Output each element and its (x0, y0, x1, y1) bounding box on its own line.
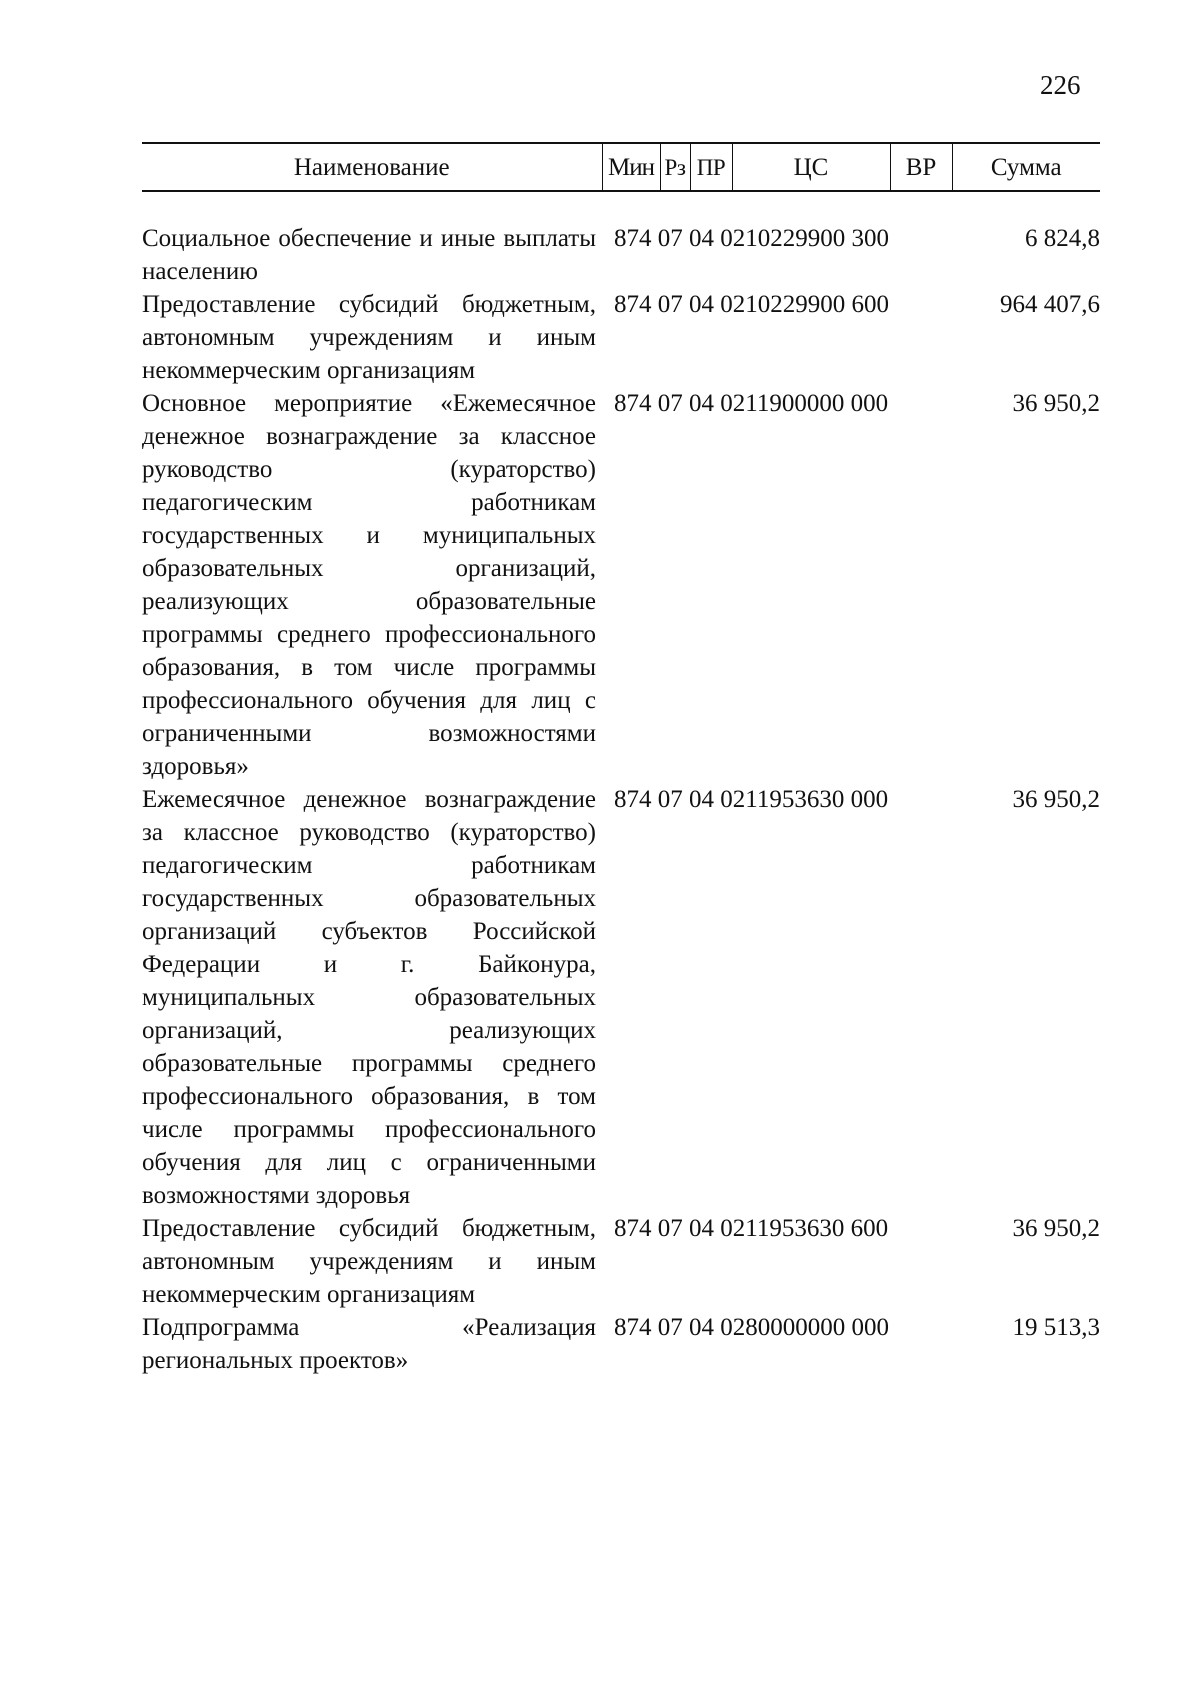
row-sum: 36 950,2 (1012, 1215, 1100, 1242)
row-vr: 000 (850, 786, 889, 813)
row-name: Ежемесячное денежное вознаграждение за классное руководство (кураторство) педагогическим работникам государственных образовательных организаций субъектов Российской Федерации и г. Байконура, муниципальных образовательных организаций, реализующих образовательные программы среднего профессионального образования, в том числе программы профессионального обучения для лиц с ограниченными возможностями здоровья (142, 786, 596, 1209)
row-sum: 19 513,3 (1012, 1314, 1100, 1341)
row-name: Подпрограмма «Реализация региональных проектов» (142, 1314, 596, 1374)
table-row (142, 783, 1100, 1212)
row-pr: 04 (689, 390, 714, 417)
row-name: Основное мероприятие «Ежемесячное денежное вознаграждение за классное руководство (кураторство) педагогическим работникам государственных и муниципальных образовательных организаций, реализующих образовательные программы среднего профессионального образования, в том числе программы профессионального обучения для лиц с ограниченными возможностями здоровья» (142, 390, 596, 780)
row-rz: 07 (657, 786, 683, 813)
row-rz: 07 (657, 225, 683, 252)
row-codes (602, 1311, 1100, 1377)
table-row (142, 387, 1100, 783)
row-rz: 07 (657, 291, 683, 318)
row-min: 874 (614, 786, 652, 813)
row-vr: 600 (850, 1215, 889, 1242)
budget-table (142, 142, 1100, 1377)
table-row (142, 1212, 1100, 1311)
row-rz: 07 (657, 390, 683, 417)
row-codes (602, 288, 1100, 387)
row-cs: 0211953630 (720, 786, 845, 813)
row-sum: 6 824,8 (1025, 225, 1100, 252)
row-min: 874 (614, 1314, 652, 1341)
row-min: 874 (614, 390, 652, 417)
row-codes (602, 387, 1100, 783)
header-cs: ЦС (732, 143, 890, 191)
table-row (142, 1311, 1100, 1377)
row-min: 874 (614, 225, 652, 252)
row-rz: 07 (657, 1314, 683, 1341)
table-row (142, 288, 1100, 387)
row-vr: 000 (851, 1314, 889, 1341)
row-name: Социальное обеспечение и иные выплаты населению (142, 225, 596, 285)
row-pr: 04 (689, 225, 714, 252)
row-min: 874 (614, 1215, 652, 1242)
row-name: Предоставление субсидий бюджетным, автономным учреждениям и иным некоммерческим организациям (142, 1215, 596, 1308)
row-min: 874 (614, 291, 652, 318)
row-pr: 04 (689, 786, 714, 813)
header-pr: ПР (690, 143, 732, 191)
table-header-row (142, 143, 1100, 191)
row-sum: 964 407,6 (1000, 291, 1100, 318)
row-name: Предоставление субсидий бюджетным, автономным учреждениям и иным некоммерческим организациям (142, 291, 596, 384)
header-name: Наименование (142, 143, 602, 191)
row-vr: 000 (850, 390, 889, 417)
row-sum: 36 950,2 (1012, 390, 1100, 417)
row-cs: 0210229900 (720, 225, 846, 252)
row-vr: 600 (851, 291, 889, 318)
row-cs: 0280000000 (720, 1314, 846, 1341)
row-rz: 07 (657, 1215, 683, 1242)
row-codes (602, 783, 1100, 1212)
row-codes (602, 222, 1100, 288)
row-pr: 04 (689, 1215, 714, 1242)
row-cs: 0211900000 (720, 390, 845, 417)
row-sum: 36 950,2 (1012, 786, 1100, 813)
row-cs: 0210229900 (720, 291, 846, 318)
header-vr: ВР (890, 143, 952, 191)
page-number: 226 (1040, 70, 1081, 100)
row-pr: 04 (689, 291, 714, 318)
row-pr: 04 (689, 1314, 714, 1341)
row-cs: 0211953630 (720, 1215, 845, 1242)
header-rz: Рз (660, 143, 690, 191)
header-min: Мин (602, 143, 660, 191)
table-row (142, 222, 1100, 288)
row-vr: 300 (851, 225, 889, 252)
header-sum: Сумма (952, 143, 1100, 191)
row-codes (602, 1212, 1100, 1311)
